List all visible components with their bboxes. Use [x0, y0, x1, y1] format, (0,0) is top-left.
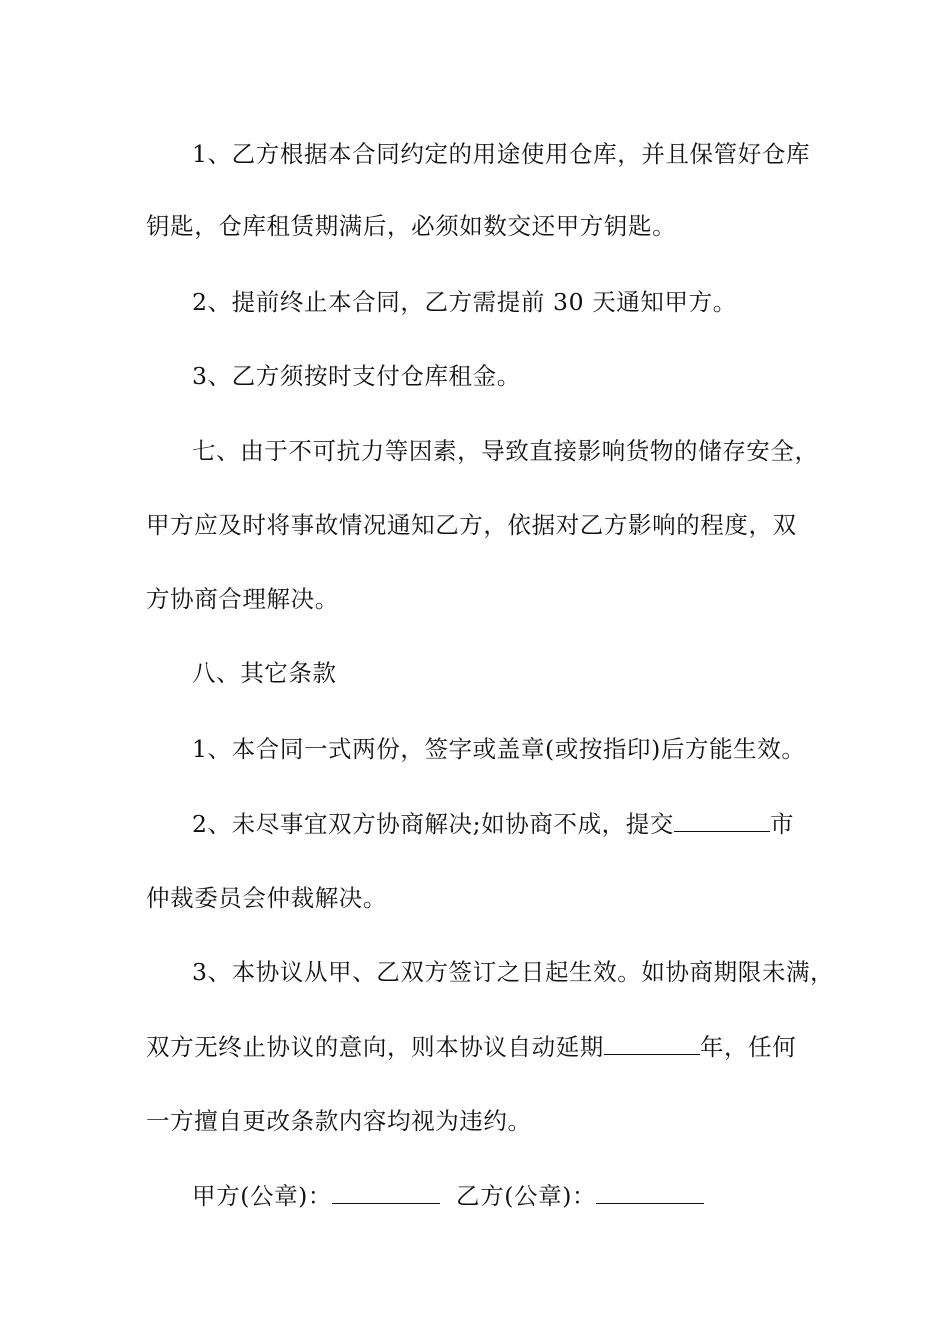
paragraph-line: 方协商合理解决。: [146, 585, 339, 613]
city-blank[interactable]: [674, 809, 770, 832]
paragraph-line: 一方擅自更改条款内容均视为违约。: [146, 1107, 532, 1135]
paragraph-line: 1、乙方根据本合同约定的用途使用仓库，并且保管好仓库: [192, 140, 811, 168]
paragraph-line: 仲裁委员会仲裁解决。: [146, 884, 387, 912]
party-a-label: 甲方(公章)：: [192, 1182, 333, 1210]
party-a-seal-blank[interactable]: [332, 1181, 440, 1204]
paragraph-line: [146, 1031, 796, 1063]
paragraph-line: 3、本协议从甲、乙双方签订之日起生效。如协商期限未满，: [192, 958, 835, 986]
years-blank[interactable]: [604, 1032, 700, 1055]
paragraph-text: 双方无终止协议的意向，则本协议自动延期: [146, 1033, 604, 1061]
paragraph-text: 年，任何: [699, 1033, 797, 1061]
paragraph-text: 市: [769, 810, 795, 838]
paragraph-line: 2、提前终止本合同，乙方需提前 30 天通知甲方。: [192, 288, 737, 316]
paragraph-line: 甲方应及时将事故情况通知乙方，依据对乙方影响的程度，双: [146, 511, 797, 539]
paragraph-line: 3、乙方须按时支付仓库租金。: [192, 362, 521, 390]
section-heading: 八、其它条款: [192, 659, 337, 687]
paragraph-line: 钥匙，仓库租赁期满后，必须如数交还甲方钥匙。: [146, 212, 677, 240]
paragraph-text: 2、未尽事宜双方协商解决;如协商不成，提交: [192, 810, 674, 838]
paragraph-line: 1、本合同一式两份，签字或盖章(或按指印)后方能生效。: [192, 735, 806, 763]
party-b-seal-blank[interactable]: [596, 1181, 704, 1204]
signature-line: [192, 1180, 704, 1212]
paragraph-line: [192, 808, 794, 840]
paragraph-line: 七、由于不可抗力等因素，导致直接影响货物的储存安全，: [192, 437, 819, 465]
party-b-label: 乙方(公章)：: [456, 1182, 597, 1210]
